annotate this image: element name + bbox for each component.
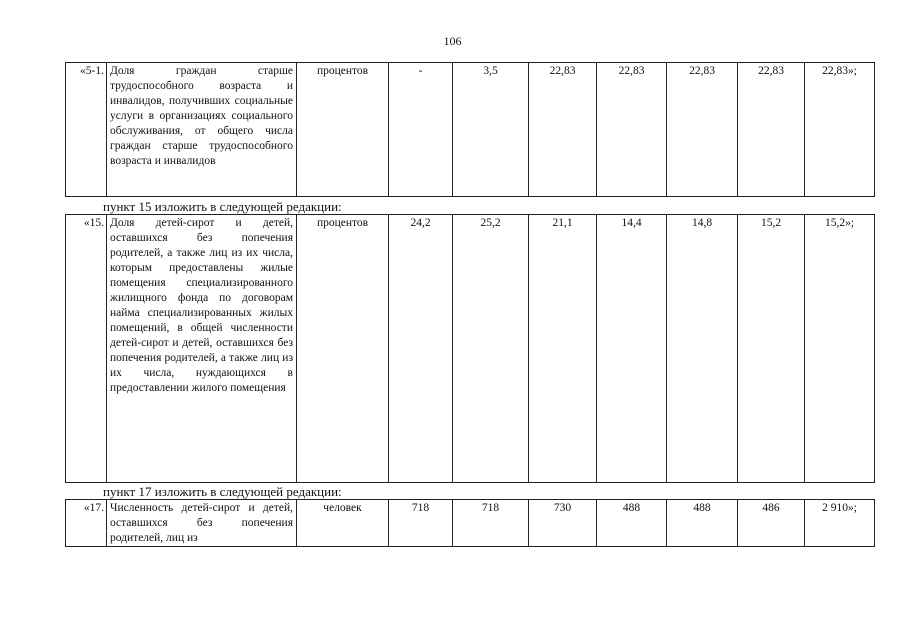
table-row xyxy=(66,215,875,483)
value-cell: 3,5 xyxy=(453,63,529,197)
value-cell: 15,2»; xyxy=(805,215,875,483)
indicator-table-row-5-1 xyxy=(65,62,875,197)
value-cell: - xyxy=(389,63,453,197)
indicator-name: Численность детей-сирот и детей, оставшихся без попечения родителей, лиц из xyxy=(107,500,297,547)
amendment-heading: пункт 17 изложить в следующей редакции: xyxy=(103,484,342,499)
value-cell: 14,4 xyxy=(597,215,667,483)
value-cell: 2 910»; xyxy=(805,500,875,547)
table-row xyxy=(66,63,875,197)
row-number: «5-1. xyxy=(66,63,107,197)
value-cell: 22,83 xyxy=(738,63,805,197)
value-cell: 21,1 xyxy=(529,215,597,483)
value-cell: 718 xyxy=(453,500,529,547)
amendment-heading: пункт 15 изложить в следующей редакции: xyxy=(103,199,342,214)
value-cell: 22,83 xyxy=(597,63,667,197)
value-cell: 730 xyxy=(529,500,597,547)
unit-cell: процентов xyxy=(297,63,389,197)
value-cell: 24,2 xyxy=(389,215,453,483)
value-cell: 15,2 xyxy=(738,215,805,483)
unit-cell: процентов xyxy=(297,215,389,483)
value-cell: 718 xyxy=(389,500,453,547)
value-cell: 488 xyxy=(667,500,738,547)
indicator-table-row-15 xyxy=(65,214,875,483)
value-cell: 488 xyxy=(597,500,667,547)
row-number: «17. xyxy=(66,500,107,547)
indicator-table-row-17 xyxy=(65,499,875,547)
value-cell: 22,83»; xyxy=(805,63,875,197)
value-cell: 486 xyxy=(738,500,805,547)
value-cell: 25,2 xyxy=(453,215,529,483)
indicator-name: Доля граждан старше трудоспособного возраста и инвалидов, получивших социальные услуги в организациях социального обслуживания, от общего числа граждан старше трудоспособного возраста и инвалидов xyxy=(107,63,297,197)
value-cell: 22,83 xyxy=(667,63,738,197)
indicator-name: Доля детей-сирот и детей, оставшихся без попечения родителей, а также лиц из их числа, которым предоставлены жилые помещения специализированного жилищного фонда по договорам найма специализированных жилых помещений, в общей численности детей-сирот и детей, оставшихся без попечения родителей, а также лиц из их числа, нуждающихся в предоставлении жилого помещения xyxy=(107,215,297,483)
row-number: «15. xyxy=(66,215,107,483)
unit-cell: человек xyxy=(297,500,389,547)
table-row xyxy=(66,500,875,547)
page-number: 106 xyxy=(443,34,462,48)
value-cell: 22,83 xyxy=(529,63,597,197)
value-cell: 14,8 xyxy=(667,215,738,483)
